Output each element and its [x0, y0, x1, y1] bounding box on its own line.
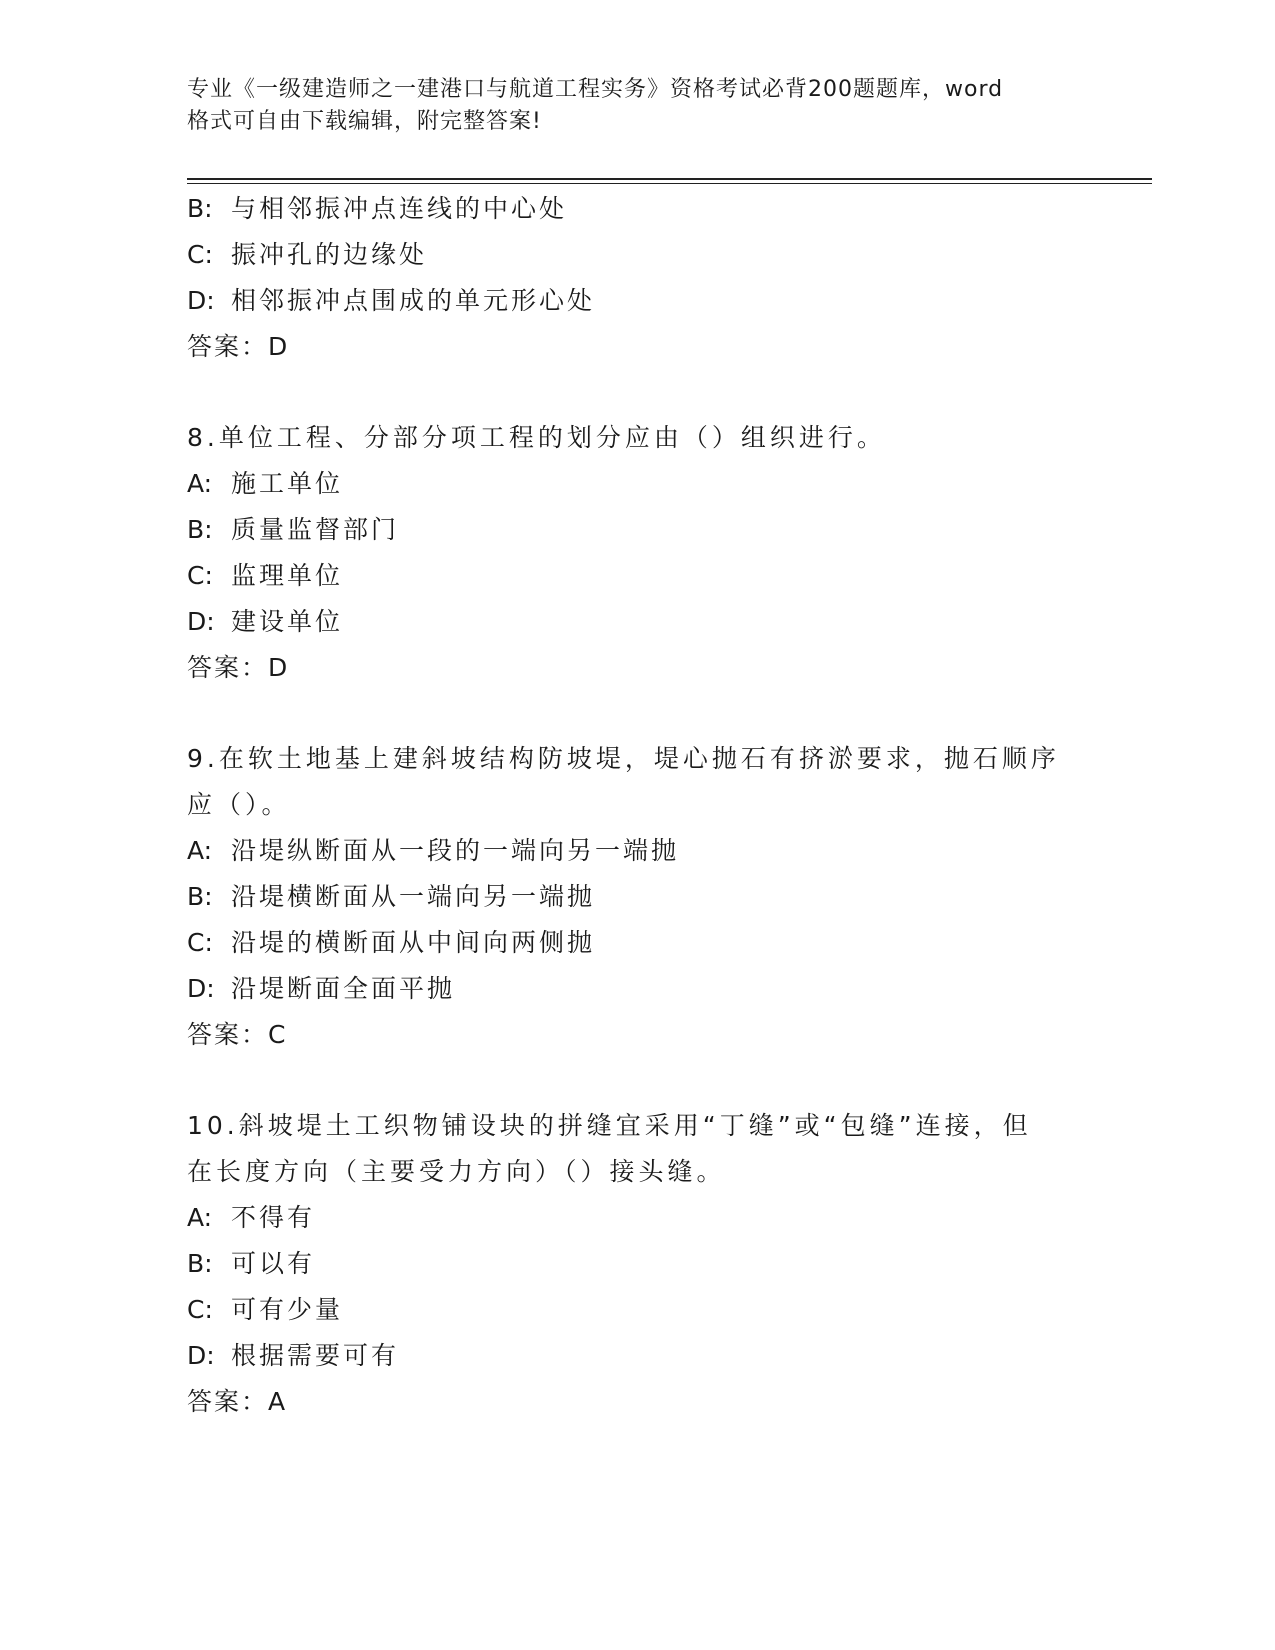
option-text: 沿堤的横断面从中间向两侧抛: [231, 928, 596, 957]
option-text: 可有少量: [231, 1295, 344, 1324]
option-text: 监理单位: [231, 561, 344, 590]
block-spacer: [187, 691, 1087, 736]
option-letter: C:: [187, 1295, 213, 1324]
question-block-7: [187, 186, 1087, 370]
option-letter: A:: [187, 1203, 213, 1232]
question-text-line-2: 应（）。: [187, 790, 291, 819]
option-text: 建设单位: [231, 607, 344, 636]
option-letter: D:: [187, 607, 215, 636]
option-text: 施工单位: [231, 469, 344, 498]
option-letter: B:: [187, 515, 213, 544]
option-b: [187, 1241, 1087, 1287]
question-8-options: [187, 461, 1087, 691]
option-letter: C:: [187, 928, 213, 957]
question-text-line-1: 9.在软土地基上建斜坡结构防坡堤，堤心抛石有挤淤要求，抛石顺序: [187, 744, 1060, 773]
answer-line: 答案：D: [187, 332, 290, 361]
document-header: [187, 74, 1087, 138]
option-text: 沿堤断面全面平抛: [231, 974, 456, 1003]
option-c: [187, 553, 1087, 599]
option-letter: A:: [187, 836, 213, 865]
option-text: 根据需要可有: [231, 1341, 400, 1370]
option-letter: D:: [187, 286, 215, 315]
block-spacer: [187, 1058, 1087, 1103]
option-text: 可以有: [231, 1249, 316, 1278]
question-text: 8.单位工程、分部分项工程的划分应由（）组织进行。: [187, 423, 886, 452]
header-line-2: 格式可自由下载编辑，附完整答案!: [187, 109, 542, 134]
answer-line: 答案：D: [187, 653, 290, 682]
option-letter: B:: [187, 882, 213, 911]
option-d: [187, 966, 1087, 1012]
option-a: [187, 461, 1087, 507]
block-spacer: [187, 370, 1087, 415]
answer-line: 答案：A: [187, 1387, 288, 1416]
option-letter: C:: [187, 561, 213, 590]
option-c: [187, 232, 1087, 278]
question-10-options: [187, 1195, 1087, 1425]
header-rule-thick: [187, 178, 1152, 180]
option-letter: A:: [187, 469, 213, 498]
option-letter: D:: [187, 974, 215, 1003]
question-text-line-1: 10.斜坡堤土工织物铺设块的拼缝宜采用“丁缝”或“包缝”连接，但: [187, 1111, 1032, 1140]
option-text: 与相邻振冲点连线的中心处: [231, 194, 568, 223]
header-line-1: 专业《一级建造师之一建港口与航道工程实务》资格考试必背200题题库，word: [187, 77, 1004, 102]
option-a: [187, 828, 1087, 874]
question-block-9: [187, 736, 1087, 828]
question-9-options: [187, 828, 1087, 1058]
option-d: [187, 1333, 1087, 1379]
option-c: [187, 920, 1087, 966]
option-text: 振冲孔的边缘处: [231, 240, 428, 269]
question-block-10: [187, 1103, 1087, 1195]
option-letter: D:: [187, 1341, 215, 1370]
option-letter: C:: [187, 240, 213, 269]
question-block-8: [187, 415, 1087, 461]
option-b: [187, 874, 1087, 920]
option-text: 相邻振冲点围成的单元形心处: [231, 286, 596, 315]
option-c: [187, 1287, 1087, 1333]
answer-line: 答案：C: [187, 1020, 288, 1049]
option-text: 质量监督部门: [231, 515, 400, 544]
option-d: [187, 278, 1087, 324]
option-d: [187, 599, 1087, 645]
question-text-line-2: 在长度方向（主要受力方向）（）接头缝。: [187, 1157, 726, 1186]
questions-content: [187, 186, 1087, 1425]
option-text: 沿堤纵断面从一段的一端向另一端抛: [231, 836, 680, 865]
option-b: [187, 186, 1087, 232]
option-text: 不得有: [231, 1203, 316, 1232]
option-letter: B:: [187, 1249, 213, 1278]
option-letter: B:: [187, 194, 213, 223]
option-a: [187, 1195, 1087, 1241]
option-text: 沿堤横断面从一端向另一端抛: [231, 882, 596, 911]
option-b: [187, 507, 1087, 553]
header-rule-thin: [187, 183, 1152, 184]
